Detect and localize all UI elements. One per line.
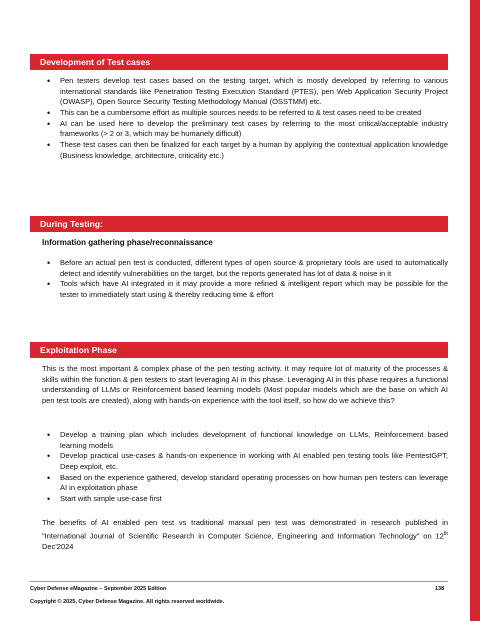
list-item: • These test cases can then be finalized for each target by a human by applying the contextual application knowledge (Business knowledge, architecture, criticality etc.) bbox=[30, 140, 448, 161]
list-item: • Based on the experience gathered, develop standard operating processes on how human pen testers can leverage AI in exploitation phase bbox=[30, 473, 448, 494]
list-item: • Develop practical use-cases & hands-on experience in working with AI enabled pen testing tools like PentestGPT, Deep exploit, etc. bbox=[30, 451, 448, 472]
test-cases-list bbox=[30, 76, 448, 162]
list-item: • AI can be used here to develop the preliminary test cases by referring to the most critical/acceptable industry frameworks (> 2 or 3, which may be humanely difficult) bbox=[30, 119, 448, 140]
list-item: • Develop a training plan which includes development of functional knowledge on LLMs, Reinforcement based learning models bbox=[30, 430, 448, 451]
section-header-during-testing: During Testing: bbox=[30, 216, 448, 232]
list-item: • Start with simple use-case first bbox=[30, 494, 448, 505]
subheading-information-gathering: Information gathering phase/reconnaissance bbox=[42, 238, 213, 247]
list-item: • This can be a cumbersome effort as multiple sources needs to be referred to & test cases need to be created bbox=[30, 108, 448, 119]
closing-text: The benefits of AI enabled pen test vs traditional manual pen test was demonstrated in research published in "International Journal of Scientific Research in Computer Science, Engineering and Information Technology" on 12 bbox=[42, 518, 448, 541]
footer-page-number: 138 bbox=[435, 586, 445, 592]
list-item: • Tools which have AI integrated in it may provide a more refined & intelligent report which may be possible for the tester to immediately start using & thereby reducing time & effort bbox=[30, 279, 448, 300]
closing-superscript: th bbox=[443, 530, 448, 537]
exploitation-closing-paragraph bbox=[42, 518, 448, 552]
closing-date-text: Dec'2024 bbox=[42, 541, 74, 551]
section-header-test-cases: Development of Test cases bbox=[30, 54, 448, 70]
footer-divider bbox=[30, 581, 448, 582]
during-testing-list bbox=[30, 258, 448, 301]
list-item: • Before an actual pen test is conducted, different types of open source & proprietary tools are used to automatically detect and identify vulnerabilities on the target, but the reports generated has lot of data & noise in it bbox=[30, 258, 448, 279]
list-item: • Pen testers develop test cases based on the testing target, which is mostly developed by referring to various international standards like Penetration Testing Execution Standard (PTES), pen Web Application Security Project (OWASP), Open Source Security Testing Methodology Manual (OSSTMM) etc. bbox=[30, 76, 448, 108]
footer-edition: Cyber Defense eMagazine – September 2025 Edition bbox=[30, 586, 167, 592]
footer-copyright: Copyright © 2025, Cyber Defense Magazine. All rights reserved worldwide. bbox=[30, 599, 225, 605]
exploitation-intro-paragraph: This is the most important & complex phase of the pen testing activity. It may require lot of maturity of the processes & skills within the function & pen testers to start leveraging AI in this phase. Leveraging AI in this phase requires a functional understanding of LLMs or Reinforcement based learning models (Most popular models which are the base on which AI pen test tools are created), along with hands-on experience with the tool itself, so how do we achieve this? bbox=[42, 364, 448, 405]
page-edge-accent-bar bbox=[470, 0, 480, 621]
section-header-exploitation: Exploitation Phase bbox=[30, 342, 448, 358]
exploitation-list bbox=[30, 430, 448, 505]
